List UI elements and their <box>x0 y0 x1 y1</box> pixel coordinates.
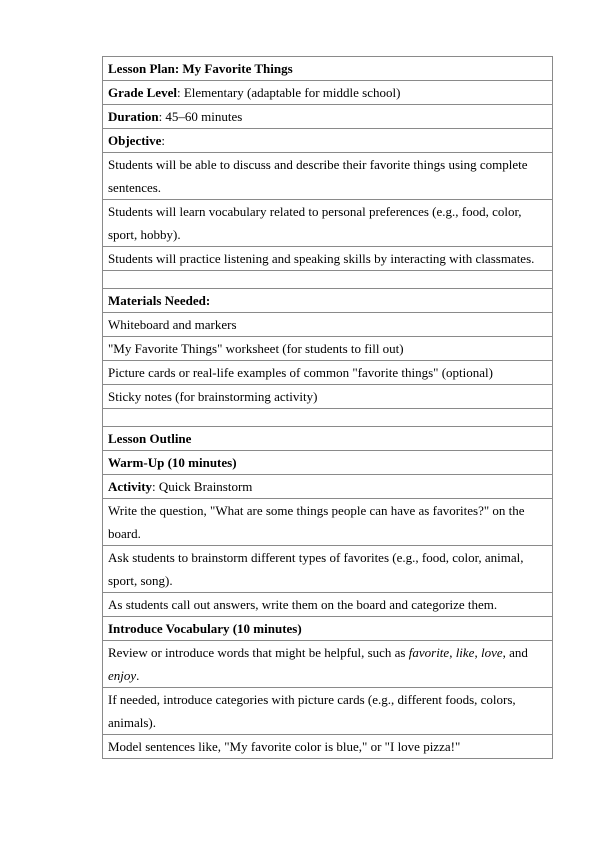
table-row <box>103 361 553 385</box>
table-row <box>103 247 553 271</box>
vocab-word: like <box>455 645 475 660</box>
vocab-intro-lead: Review or introduce words that might be helpful, such as <box>108 645 409 660</box>
grade-level-cell <box>103 81 553 105</box>
table-row <box>103 289 553 313</box>
duration-label: Duration <box>108 109 159 124</box>
vocab-heading: Introduce Vocabulary (10 minutes) <box>103 617 553 641</box>
objective-cell <box>103 129 553 153</box>
duration-value: : 45–60 minutes <box>158 109 243 124</box>
grade-level-label: Grade Level <box>108 85 177 100</box>
objective-item: Students will practice listening and speaking skills by interacting with classmates. <box>103 247 553 271</box>
duration-cell <box>103 105 553 129</box>
material-item: Sticky notes (for brainstorming activity) <box>103 385 553 409</box>
table-row <box>103 688 553 735</box>
activity-value: : Quick Brainstorm <box>152 479 253 494</box>
empty-cell <box>103 271 553 289</box>
table-row <box>103 385 553 409</box>
objective-item: Students will learn vocabulary related to personal preferences (e.g., food, color, sport, hobby). <box>103 200 553 247</box>
vocab-word: love <box>480 645 503 660</box>
table-row <box>103 617 553 641</box>
table-row <box>103 105 553 129</box>
outline-heading: Lesson Outline <box>103 427 553 451</box>
activity-cell <box>103 475 553 499</box>
table-row <box>103 475 553 499</box>
material-item: Picture cards or real-life examples of common "favorite things" (optional) <box>103 361 553 385</box>
vocab-end: . <box>136 668 140 683</box>
vocab-word: enjoy <box>108 668 137 683</box>
empty-row <box>103 271 553 289</box>
warmup-step: Write the question, "What are some things people can have as favorites?" on the board. <box>103 499 553 546</box>
warmup-step: Ask students to brainstorm different types of favorites (e.g., food, color, animal, sport, song). <box>103 546 553 593</box>
objective-label: Objective <box>108 133 162 148</box>
vocab-step: If needed, introduce categories with picture cards (e.g., different foods, colors, animals). <box>103 688 553 735</box>
table-row <box>103 313 553 337</box>
warmup-step: As students call out answers, write them on the board and categorize them. <box>103 593 553 617</box>
grade-level-value: : Elementary (adaptable for middle school) <box>176 85 401 100</box>
table-row <box>103 593 553 617</box>
lesson-plan-table <box>102 56 553 759</box>
empty-cell <box>103 409 553 427</box>
lesson-title: Lesson Plan: My Favorite Things <box>103 57 553 81</box>
table-row <box>103 200 553 247</box>
vocab-separator: , <box>474 645 481 660</box>
vocab-word: favorite <box>408 645 450 660</box>
table-row <box>103 129 553 153</box>
table-row <box>103 337 553 361</box>
activity-label: Activity <box>108 479 153 494</box>
vocab-separator: , <box>449 645 456 660</box>
objective-item: Students will be able to discuss and describe their favorite things using complete sentences. <box>103 153 553 200</box>
table-row <box>103 641 553 688</box>
warmup-heading: Warm-Up (10 minutes) <box>103 451 553 475</box>
table-row <box>103 499 553 546</box>
table-row <box>103 735 553 759</box>
material-item: "My Favorite Things" worksheet (for students to fill out) <box>103 337 553 361</box>
vocab-step: Model sentences like, "My favorite color is blue," or "I love pizza!" <box>103 735 553 759</box>
table-row <box>103 81 553 105</box>
materials-heading: Materials Needed: <box>103 289 553 313</box>
table-row <box>103 427 553 451</box>
empty-row <box>103 409 553 427</box>
table-row <box>103 451 553 475</box>
vocab-intro <box>103 641 553 688</box>
table-row <box>103 153 553 200</box>
objective-colon: : <box>161 133 166 148</box>
vocab-separator: , and <box>502 645 528 660</box>
table-row <box>103 546 553 593</box>
table-row <box>103 57 553 81</box>
material-item: Whiteboard and markers <box>103 313 553 337</box>
